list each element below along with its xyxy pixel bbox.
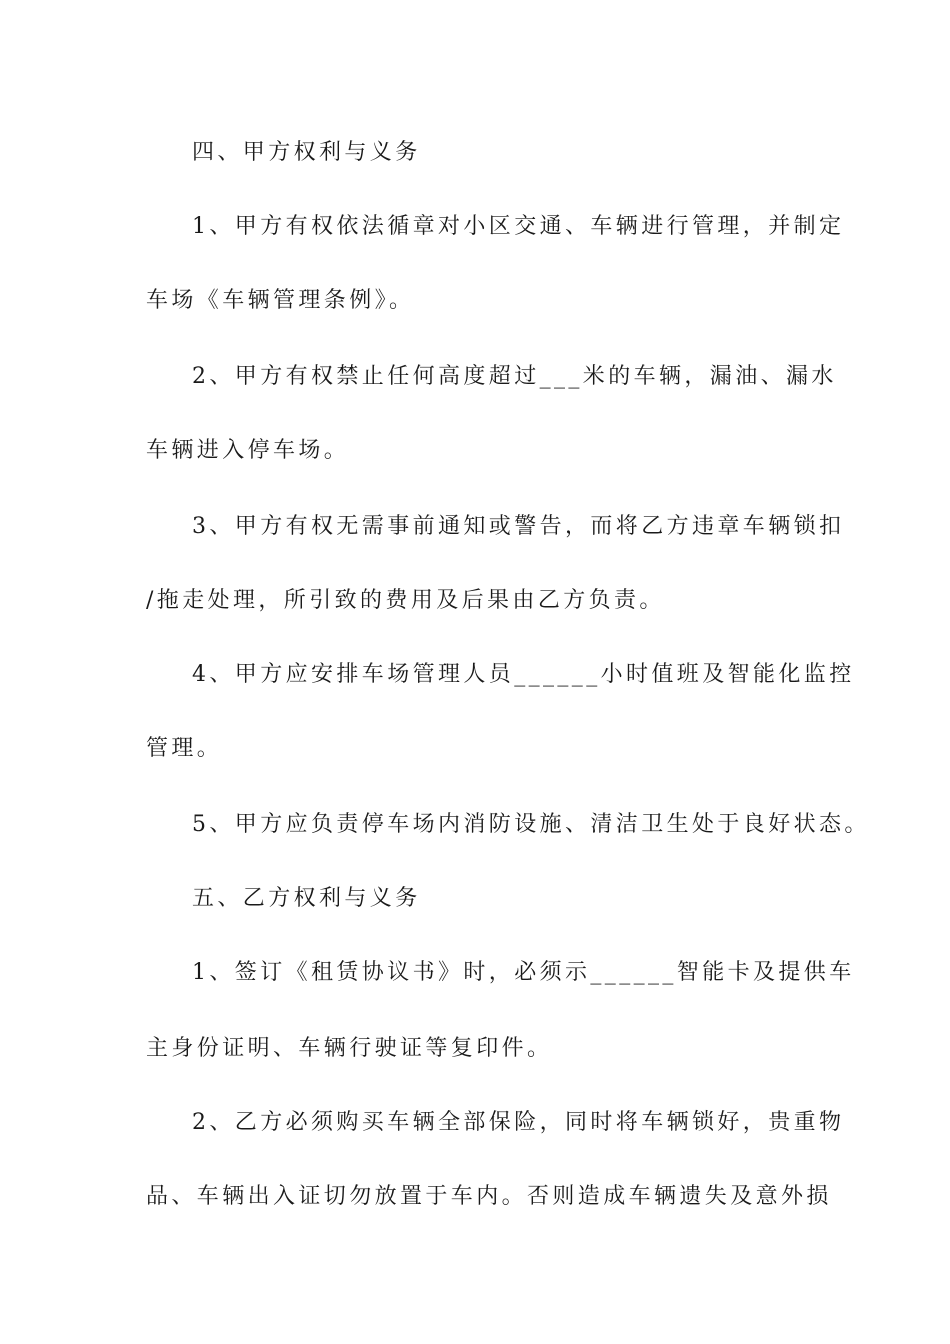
section-4-item-2-line-2: 车辆进入停车场。 [146,438,350,463]
section-4-item-1-line-1: 1、甲方有权依法循章对小区交通、车辆进行管理，并制定 [192,214,845,239]
section-4-item-3-line-1: 3、甲方有权无需事前通知或警告，而将乙方违章车辆锁扣 [192,514,845,539]
section-5-item-1-line-2: 主身份证明、车辆行驶证等复印件。 [146,1036,553,1061]
section-5-item-2-line-1: 2、乙方必须购买车辆全部保险，同时将车辆锁好，贵重物 [192,1110,845,1135]
section-4-item-3-line-2: /拖走处理，所引致的费用及后果由乙方负责。 [146,588,665,613]
section-5-item-2-line-2: 品、车辆出入证切勿放置于车内。否则造成车辆遗失及意外损 [146,1184,832,1209]
section-5-item-1-line-1: 1、签订《租赁协议书》时，必须示______智能卡及提供车 [192,960,855,985]
section-4-item-4-line-2: 管理。 [146,736,223,761]
section-4-item-1-line-2: 车场《车辆管理条例》。 [146,288,415,313]
section-4-heading: 四、甲方权利与义务 [192,140,421,165]
section-4-item-5-line-1: 5、甲方应负责停车场内消防设施、清洁卫生处于良好状态。 [192,812,870,837]
section-5-heading: 五、乙方权利与义务 [192,886,421,911]
section-4-item-2-line-1: 2、甲方有权禁止任何高度超过___米的车辆，漏油、漏水 [192,364,837,389]
section-4-item-4-line-1: 4、甲方应安排车场管理人员______小时值班及智能化监控 [192,662,855,687]
